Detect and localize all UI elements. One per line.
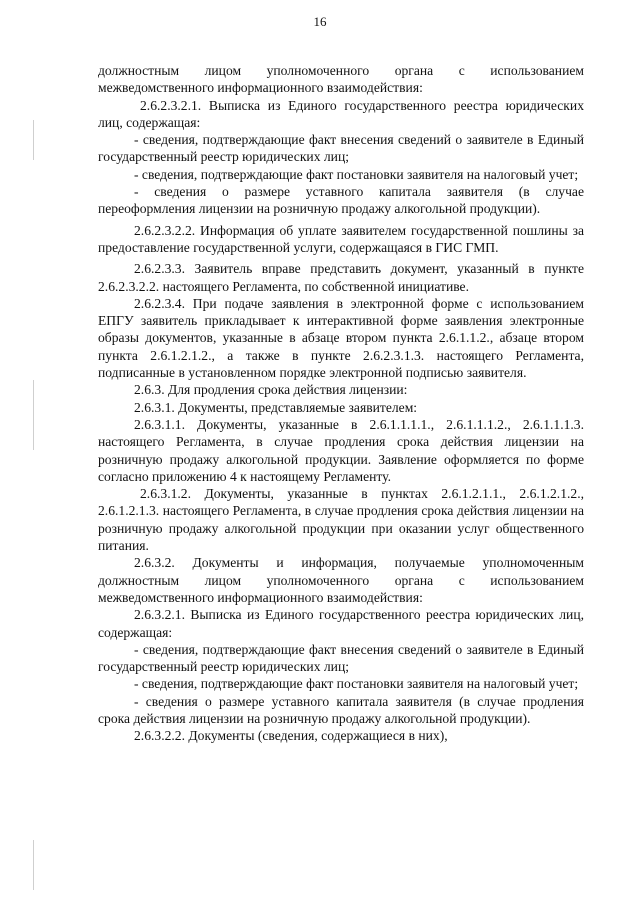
- paragraph: 2.6.2.3.3. Заявитель вправе представить документ, указанный в пункте 2.6.2.3.2.2. настоящего Регламента, по собственной инициативе.: [98, 261, 584, 294]
- paragraph: 2.6.3.1.1. Документы, указанные в 2.6.1.1.1.1., 2.6.1.1.1.2., 2.6.1.1.1.3. настоящего Регламента, в случае продления срока действия лицензии на розничную продажу алкогольной продукции. Заявление оформляется по форме согласно приложению 4 к настоящему Регламенту.: [98, 416, 584, 484]
- paragraph: - сведения, подтверждающие факт внесения сведений о заявителе в Единый государственный реестр юридических лиц;: [98, 132, 584, 165]
- paragraph: - сведения о размере уставного капитала заявителя (в случае переоформления лицензии на розничную продажу алкогольной продукции).: [98, 184, 584, 217]
- scan-margin-mark: [33, 380, 34, 450]
- paragraph: - сведения, подтверждающие факт внесения сведений о заявителе в Единый государственный реестр юридических лиц;: [98, 641, 584, 675]
- paragraph: 2.6.2.3.4. При подаче заявления в электронной форме с использованием ЕПГУ заявитель прикладывает к интерактивной форме заявления электронные образы документов, указанные в абзаце втором пункта 2.6.1.1.2., абзаце втором пункта 2.6.1.2.1.2., а также в пункте 2.6.2.3.1.3. настоящего Регламента, подписанные в установленном порядке электронной подписью заявителя.: [98, 295, 584, 381]
- paragraph: 2.6.3.2.1. Выписка из Единого государственного реестра юридических лиц, содержащая:: [98, 607, 584, 640]
- paragraph: 2.6.3.1.2. Документы, указанные в пунктах 2.6.1.2.1.1., 2.6.1.2.1.2., 2.6.1.2.1.3. настоящего Регламента, в случае продления срока действия лицензии на розничную продажу алкогольной продукции при оказании услуг общественного питания.: [98, 486, 584, 554]
- paragraph: - сведения, подтверждающие факт постановки заявителя на налоговый учет;: [134, 166, 579, 182]
- scan-margin-mark: [33, 120, 34, 160]
- paragraph: 2.6.2.3.2.2. Информация об уплате заявителем государственной пошлины за предоставление государственной услуги, содержащаяся в ГИС ГМП.: [98, 222, 584, 255]
- paragraph: 2.6.3.2. Документы и информация, получаемые уполномоченным должностным лицом уполномоченного органа с использованием межведомственного информационного взаимодействия:: [98, 555, 584, 605]
- paragraph: 2.6.3.1. Документы, представляемые заявителем:: [134, 399, 418, 415]
- document-body: [98, 62, 584, 745]
- paragraph: должностным лицом уполномоченного органа с использованием межведомственного информационного взаимодействия:: [98, 63, 584, 96]
- paragraph: - сведения о размере уставного капитала заявителя (в случае продления срока действия лицензии на розничную продажу алкогольной продукции).: [98, 693, 584, 726]
- paragraph: 2.6.3.2.2. Документы (сведения, содержащиеся в них),: [134, 728, 448, 744]
- scan-margin-mark: [33, 840, 34, 890]
- page-number: 16: [313, 14, 327, 29]
- paragraph: 2.6.3. Для продления срока действия лицензии:: [134, 382, 408, 398]
- paragraph: - сведения, подтверждающие факт постановки заявителя на налоговый учет;: [134, 676, 579, 692]
- paragraph: 2.6.2.3.2.1. Выписка из Единого государственного реестра юридических лиц, содержащая:: [98, 97, 584, 130]
